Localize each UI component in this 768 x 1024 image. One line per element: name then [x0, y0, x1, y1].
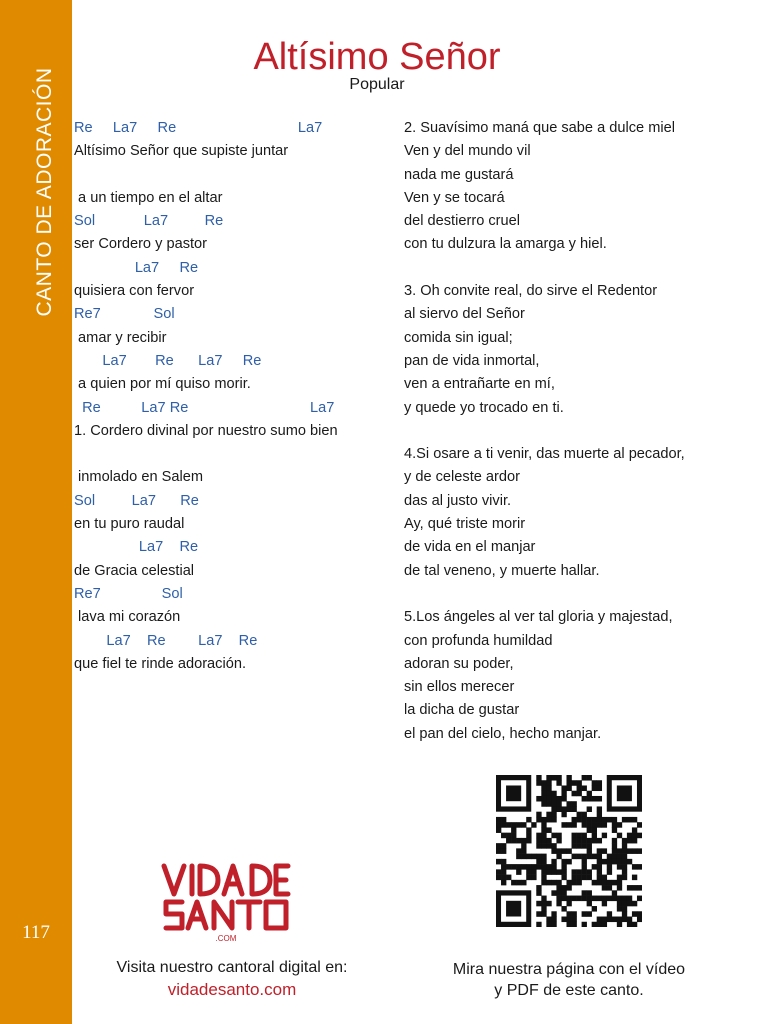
lyric-line: Altísimo Señor que supiste juntar	[74, 143, 289, 160]
lyric-line: y quede yo trocado en ti.	[404, 399, 564, 416]
lyric-line: comida sin igual;	[404, 329, 513, 346]
chord-line: Re7 Sol	[74, 585, 183, 602]
chord-line: Re La7 Re La7	[74, 120, 323, 136]
lyric-line: de tal veneno, y muerte hallar.	[404, 562, 600, 579]
lyric-line: 4.Si osare a ti venir, das muerte al pecador,	[404, 446, 685, 463]
visit-cantoral	[72, 957, 392, 1001]
qr-caption-line-1: Mira nuestra página con el vídeo	[452, 961, 686, 978]
lyric-line: 5.Los ángeles al ver tal gloria y majestad,	[404, 609, 673, 626]
chord-line: La7 Re	[74, 259, 199, 276]
lyric-line: adoran su poder,	[404, 655, 514, 672]
lyric-line: de vida en el manjar	[404, 539, 536, 556]
lyric-line: Ven y del mundo vil	[404, 143, 531, 160]
left-column-lyrics	[74, 117, 338, 676]
qr-code-icon[interactable]	[496, 775, 642, 927]
chord-line: La7 Re La7 Re	[74, 632, 258, 649]
lyric-line: en tu puro raudal	[74, 516, 185, 533]
lyric-line: 1. Cordero divinal por nuestro sumo bien	[74, 422, 338, 439]
logo-com-text: .COM	[215, 934, 237, 943]
lyric-line: 2. Suavísimo maná que sabe a dulce miel	[404, 120, 675, 136]
chord-line: La7 Re	[74, 539, 199, 556]
lyric-line: la dicha de gustar	[404, 702, 520, 719]
lyric-line: quisiera con fervor	[74, 283, 195, 300]
lyric-line: que fiel te rinde adoración.	[74, 655, 246, 672]
lyric-line: a quien por mí quiso morir.	[74, 376, 251, 393]
lyric-line: pan de vida inmortal,	[404, 352, 540, 369]
lyric-line: nada me gustará	[404, 166, 514, 183]
chord-line: Re7 Sol	[74, 306, 175, 323]
blank-line	[404, 420, 685, 443]
lyric-line: Ven y se tocará	[404, 189, 505, 206]
lyric-line: sin ellos merecer	[404, 679, 515, 696]
chord-line: La7 Re La7 Re	[74, 352, 262, 369]
blank-line	[404, 583, 685, 606]
chord-line: Sol La7 Re	[74, 492, 199, 509]
qr-caption-line-2: y PDF de este canto.	[494, 982, 644, 999]
lyric-line: inmolado en Salem	[74, 469, 203, 486]
lyric-line: de Gracia celestial	[74, 562, 195, 579]
blank-line	[74, 164, 338, 187]
song-subtitle: Popular	[349, 76, 405, 93]
lyric-line: lava mi corazón	[74, 609, 181, 626]
page-number: 117	[22, 922, 50, 943]
lyric-line: Ay, qué triste morir	[404, 516, 526, 533]
lyric-line: das al justo vivir.	[404, 492, 512, 509]
lyric-line: del destierro cruel	[404, 213, 520, 230]
visit-label: Visita nuestro cantoral digital en:	[116, 959, 348, 976]
lyric-line: amar y recibir	[74, 329, 167, 346]
lyric-line: a un tiempo en el altar	[74, 189, 223, 206]
qr-caption	[410, 959, 728, 1001]
lyric-line: ser Cordero y pastor	[74, 236, 208, 253]
song-title: Altísimo Señor	[253, 36, 501, 78]
lyric-line: con profunda humildad	[404, 632, 553, 649]
lyric-line: y de celeste ardor	[404, 469, 521, 486]
right-column-lyrics	[404, 117, 685, 746]
sidebar	[0, 0, 72, 1024]
lyric-line: ven a entrañarte en mí,	[404, 376, 555, 393]
lyric-line: el pan del cielo, hecho manjar.	[404, 725, 602, 742]
chord-line: Re La7 Re La7	[74, 399, 335, 416]
website-link[interactable]: vidadesanto.com	[167, 980, 297, 999]
vida-de-santo-logo[interactable]	[160, 858, 292, 944]
blank-line	[74, 443, 338, 466]
lyric-line: al siervo del Señor	[404, 306, 525, 323]
sidebar-category-label: CANTO DE ADORACIÓN	[33, 67, 56, 317]
chord-line: Sol La7 Re	[74, 213, 224, 230]
lyric-line: con tu dulzura la amarga y hiel.	[404, 236, 607, 253]
lyric-line: 3. Oh convite real, do sirve el Redentor	[404, 283, 658, 300]
blank-line	[404, 257, 685, 280]
